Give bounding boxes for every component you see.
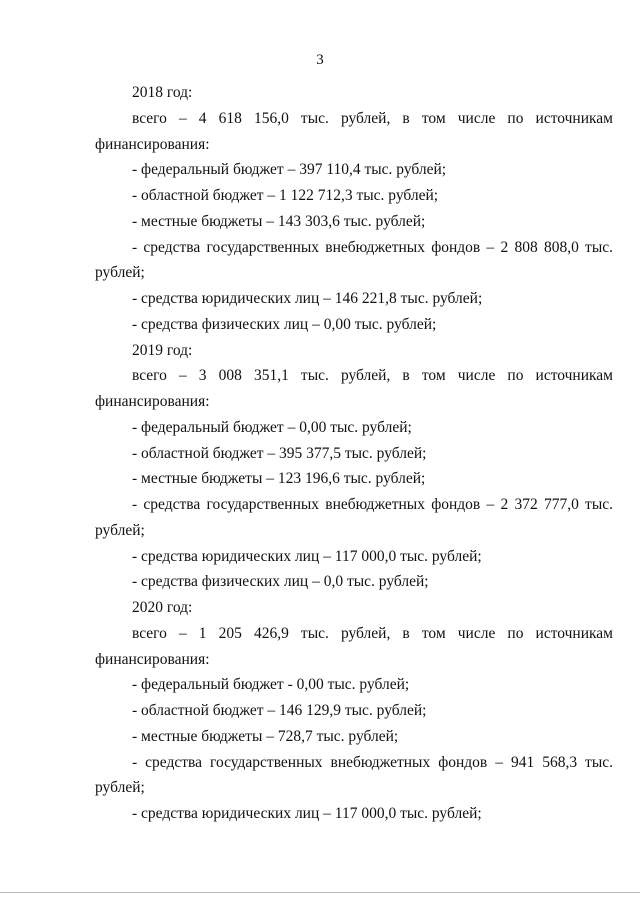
legal-entities-2019: - средства юридических лиц – 117 000,0 тыс. рублей; (132, 547, 482, 565)
federal-budget-2018: - федеральный бюджет – 397 110,4 тыс. рублей; (132, 161, 447, 179)
regional-budget-2019: - областной бюджет – 395 377,5 тыс. рублей; (132, 444, 427, 462)
total-line-2020: всего – 1 205 426,9 тыс. рублей, в том числе по источникам (132, 624, 613, 642)
legal-entities-2020: - средства юридических лиц – 117 000,0 тыс. рублей; (132, 805, 482, 822)
individuals-2019: - средства физических лиц – 0,0 тыс. рублей; (132, 573, 429, 591)
total-line-2019: всего – 3 008 351,1 тыс. рублей, в том числе по источникам (132, 367, 613, 385)
local-budgets-2020: - местные бюджеты – 728,7 тыс. рублей; (132, 727, 399, 745)
year-heading-2020: 2020 год: (132, 599, 193, 616)
regional-budget-2018: - областной бюджет – 1 122 712,3 тыс. рублей; (132, 187, 439, 204)
total-line-2019-continued: финансирования: (95, 393, 210, 410)
federal-budget-2019: - федеральный бюджет – 0,00 тыс. рублей; (132, 418, 412, 436)
year-heading-2018: 2018 год: (132, 84, 193, 101)
page-number: 3 (316, 52, 324, 68)
individuals-2018: - средства физических лиц – 0,00 тыс. рублей; (132, 315, 437, 333)
local-budgets-2019: - местные бюджеты – 123 196,6 тыс. рублей; (132, 470, 426, 488)
regional-budget-2020: - областной бюджет – 146 129,9 тыс. рублей; (132, 702, 427, 719)
year-heading-2019: 2019 год: (132, 341, 193, 359)
total-line-2020-continued: финансирования: (95, 650, 210, 668)
local-budgets-2018: - местные бюджеты – 143 303,6 тыс. рублей; (132, 212, 426, 230)
legal-entities-2018: - средства юридических лиц – 146 221,8 тыс. рублей; (132, 290, 483, 307)
page-bottom-divider (0, 892, 640, 893)
total-line-2018: всего – 4 618 156,0 тыс. рублей, в том числе по источникам (132, 109, 613, 127)
state-funds-2018: - средства государственных внебюджетных фондов – 2 808 808,0 тыс. (132, 238, 613, 256)
funding-text (95, 80, 613, 827)
federal-budget-2020: - федеральный бюджет - 0,00 тыс. рублей; (132, 676, 410, 694)
state-funds-2020-continued: рублей; (95, 779, 145, 797)
state-funds-2019-continued: рублей; (95, 521, 145, 539)
total-line-2018-continued: финансирования: (95, 135, 210, 153)
state-funds-2020: - средства государственных внебюджетных фондов – 941 568,3 тыс. (132, 753, 613, 771)
state-funds-2018-continued: рублей; (95, 264, 145, 282)
state-funds-2019: - средства государственных внебюджетных фондов – 2 372 777,0 тыс. (132, 496, 613, 513)
